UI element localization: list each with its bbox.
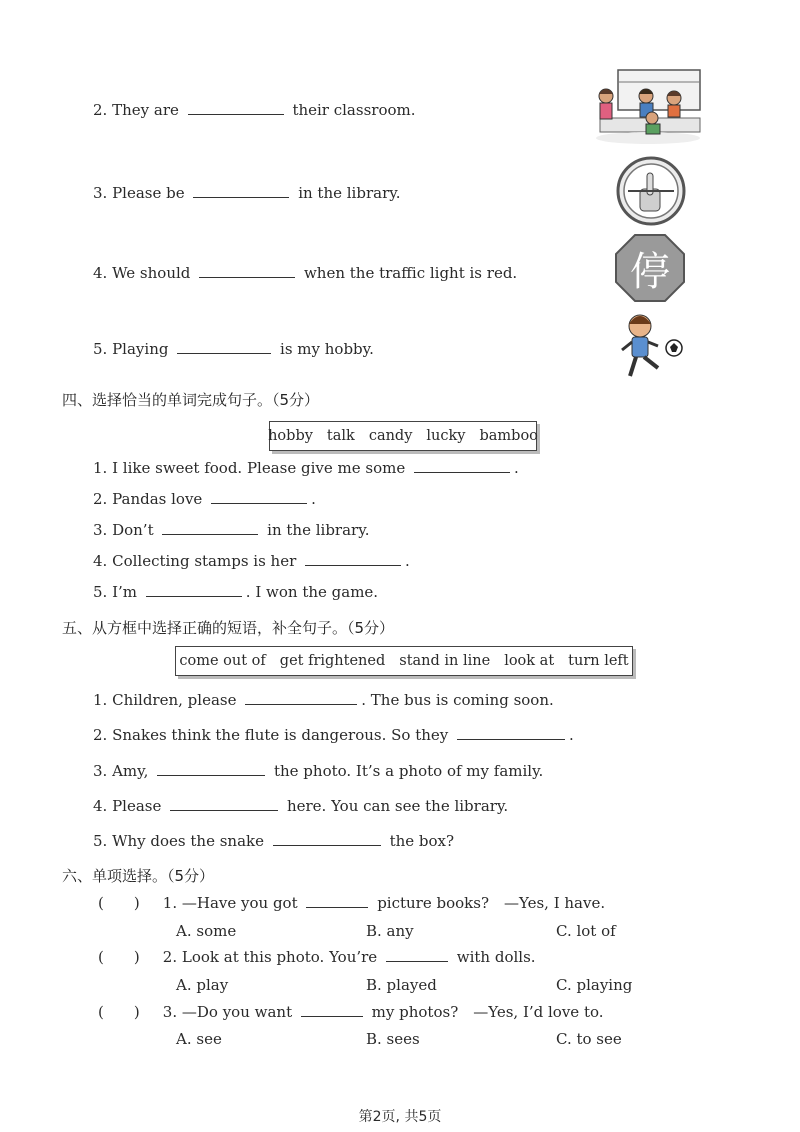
answer-paren[interactable]: ( ) — [98, 1003, 140, 1021]
item-text-after: in the library. — [298, 184, 401, 202]
item-text-after: . The bus is coming soon. — [361, 691, 554, 709]
s5-item-4 — [93, 796, 508, 816]
word-bank-item: hobby — [268, 428, 313, 444]
answer-blank[interactable] — [457, 725, 565, 740]
s6-question-3 — [98, 1002, 604, 1022]
item-text-after: the box? — [389, 832, 455, 850]
answer-blank[interactable] — [306, 893, 368, 908]
boy-playing-football-illustration — [616, 310, 688, 382]
answer-blank[interactable] — [146, 582, 242, 597]
s4-item-2 — [93, 489, 316, 509]
phrase-bank-item: stand in line — [399, 653, 491, 669]
answer-blank[interactable] — [199, 263, 295, 278]
s5-item-1 — [93, 690, 554, 710]
item-text-before: Don’t — [112, 521, 154, 539]
phrase-bank-item: come out of — [179, 653, 266, 669]
s3-item-2 — [93, 100, 416, 120]
answer-paren[interactable]: ( ) — [98, 894, 140, 912]
item-number: 5. — [93, 340, 108, 358]
item-number: 5. — [93, 583, 108, 601]
item-text-after: here. You can see the library. — [286, 797, 509, 815]
page-number-footer: 第2页, 共5页 — [358, 1109, 442, 1125]
s3-item-3 — [93, 183, 401, 203]
word-bank-box — [269, 421, 537, 451]
item-number: 3. — [93, 521, 108, 539]
answer-blank[interactable] — [162, 520, 258, 535]
option-c[interactable]: C. lot of — [556, 922, 616, 940]
s6-question-1 — [98, 893, 605, 913]
item-text-before: Amy, — [112, 762, 149, 780]
answer-blank[interactable] — [211, 489, 307, 504]
s6-question-2 — [98, 947, 536, 967]
answer-blank[interactable] — [157, 761, 265, 776]
word-bank-item: talk — [326, 428, 355, 444]
s4-item-3 — [93, 520, 369, 540]
item-text-before: Pandas love — [112, 490, 203, 508]
item-number: 1. — [162, 894, 178, 912]
phrase-bank-item: look at — [504, 653, 555, 669]
item-text-before: —Do you want — [181, 1003, 293, 1021]
item-text-after: . — [569, 726, 574, 744]
s4-item-4 — [93, 551, 410, 571]
item-text-before: Please — [112, 797, 162, 815]
answer-blank[interactable] — [188, 100, 284, 115]
item-text-after: with dolls. — [456, 948, 536, 966]
item-number: 5. — [93, 832, 108, 850]
option-a[interactable]: A. some — [176, 922, 237, 940]
section-4-heading: 四、选择恰当的单词完成句子。（5分） — [62, 391, 320, 409]
item-number: 1. — [93, 459, 108, 477]
s3-item-4 — [93, 263, 517, 283]
phrase-bank-item: turn left — [568, 653, 629, 669]
item-text-before: Playing — [112, 340, 169, 358]
item-text-after: is my hobby. — [280, 340, 374, 358]
option-b[interactable]: B. played — [366, 976, 437, 994]
option-a[interactable]: A. see — [176, 1030, 222, 1048]
stop-sign-char: 停 — [630, 248, 670, 295]
item-text-before: Look at this photo. You’re — [181, 948, 378, 966]
section-6-heading: 六、单项选择。（5分） — [62, 867, 215, 885]
answer-blank[interactable] — [170, 796, 278, 811]
s5-item-2 — [93, 725, 574, 745]
answer-blank[interactable] — [273, 831, 381, 846]
s3-item-5 — [93, 339, 374, 359]
item-text-before: I like sweet food. Please give me some — [112, 459, 406, 477]
answer-blank[interactable] — [305, 551, 401, 566]
item-text-before: They are — [112, 101, 179, 119]
item-text-after: their classroom. — [292, 101, 416, 119]
quiet-sign-icon — [614, 155, 688, 227]
option-a[interactable]: A. play — [176, 976, 229, 994]
option-c[interactable]: C. playing — [556, 976, 633, 994]
answer-blank[interactable] — [414, 458, 510, 473]
word-bank-item: lucky — [426, 428, 466, 444]
item-number: 3. — [93, 762, 108, 780]
section-5-heading: 五、从方框中选择正确的短语，补全句子。（5分） — [62, 619, 395, 637]
option-b[interactable]: B. any — [366, 922, 414, 940]
answer-paren[interactable]: ( ) — [98, 948, 140, 966]
item-text-after: picture books? —Yes, I have. — [377, 894, 606, 912]
item-number: 4. — [93, 552, 108, 570]
s5-item-3 — [93, 761, 543, 781]
item-number: 2. — [93, 101, 108, 119]
answer-blank[interactable] — [193, 183, 289, 198]
item-number: 2. — [162, 948, 178, 966]
item-text-before: Please be — [112, 184, 185, 202]
item-text-after: . I won the game. — [245, 583, 379, 601]
s4-item-1 — [93, 458, 519, 478]
option-c[interactable]: C. to see — [556, 1030, 622, 1048]
item-text-after: . — [311, 490, 316, 508]
item-number: 4. — [93, 264, 108, 282]
item-text-before: —Have you got — [181, 894, 298, 912]
answer-blank[interactable] — [386, 947, 448, 962]
item-text-before: Snakes think the flute is dangerous. So they — [112, 726, 449, 744]
phrase-bank-box — [175, 646, 633, 676]
item-number: 3. — [93, 184, 108, 202]
item-number: 2. — [93, 490, 108, 508]
item-text-after: my photos? —Yes, I’d love to. — [371, 1003, 604, 1021]
item-number: 2. — [93, 726, 108, 744]
answer-blank[interactable] — [245, 690, 357, 705]
item-text-before: Why does the snake — [112, 832, 264, 850]
phrase-bank-item: get frightened — [279, 653, 386, 669]
item-text-before: Collecting stamps is her — [112, 552, 297, 570]
item-number: 4. — [93, 797, 108, 815]
item-text-after: in the library. — [267, 521, 370, 539]
s4-item-5 — [93, 582, 378, 602]
classroom-children-illustration — [588, 68, 704, 146]
option-b[interactable]: B. sees — [366, 1030, 420, 1048]
word-bank-item: candy — [368, 428, 413, 444]
stop-sign-icon — [614, 233, 686, 303]
item-text-before: I’m — [112, 583, 138, 601]
answer-blank[interactable] — [177, 339, 271, 354]
word-bank-item: bamboo — [479, 428, 538, 444]
item-text-after: the photo. It’s a photo of my family. — [273, 762, 544, 780]
item-number: 3. — [162, 1003, 178, 1021]
item-text-before: We should — [112, 264, 191, 282]
item-number: 1. — [93, 691, 108, 709]
item-text-before: Children, please — [112, 691, 237, 709]
s5-item-5 — [93, 831, 454, 851]
item-text-after: when the traffic light is red. — [303, 264, 518, 282]
answer-blank[interactable] — [301, 1002, 363, 1017]
item-text-after: . — [405, 552, 410, 570]
item-text-after: . — [514, 459, 519, 477]
